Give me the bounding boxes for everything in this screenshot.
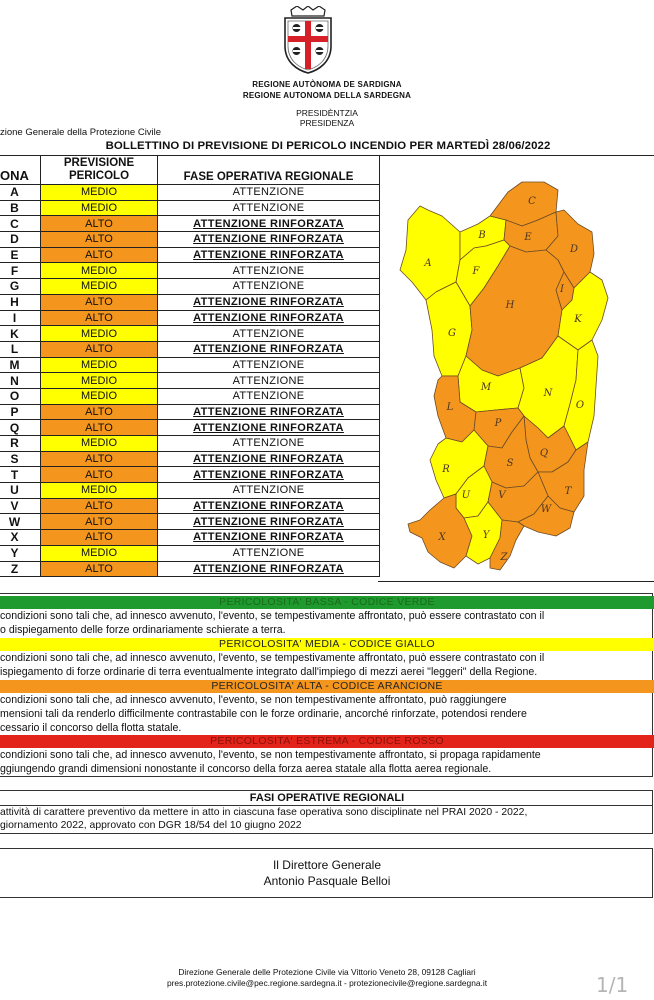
table-row	[0, 341, 380, 357]
table-row	[0, 185, 380, 201]
department-name: zione Generale della Protezione Civile	[0, 127, 162, 138]
operative-phase-cell: ATTENZIONE RINFORZATA	[158, 310, 380, 326]
table-row	[0, 498, 380, 514]
operative-phase-cell: ATTENZIONE	[158, 200, 380, 216]
operative-phase-cell: ATTENZIONE	[158, 545, 380, 561]
zone-cell: P	[0, 404, 41, 420]
danger-level-cell: ALTO	[41, 498, 158, 514]
map-label-Y: Y	[482, 530, 490, 541]
region-name-sardinian: REGIONE AUTÒNOMA DE SARDIGNA	[252, 80, 402, 89]
operative-phase-cell: ATTENZIONE	[158, 388, 380, 404]
danger-level-cell: ALTO	[41, 561, 158, 577]
table-row	[0, 420, 380, 436]
operative-phase-cell: ATTENZIONE	[158, 436, 380, 452]
table-row	[0, 279, 380, 295]
operative-phase-cell: ATTENZIONE RINFORZATA	[158, 232, 380, 248]
zone-cell: M	[0, 357, 41, 373]
table-row	[0, 530, 380, 546]
table-row	[0, 263, 380, 279]
zone-cell: L	[0, 341, 41, 357]
region-name-italian: REGIONE AUTONOMA DELLA SARDEGNA	[242, 91, 412, 100]
map-label-N: N	[543, 388, 553, 399]
map-label-D: D	[569, 244, 579, 255]
table-row	[0, 232, 380, 248]
office-name-sardinian: PRESIDÈNTZIA	[296, 108, 358, 118]
danger-level-cell: MEDIO	[41, 388, 158, 404]
zone-cell: S	[0, 451, 41, 467]
legend-green-line-1: condizioni sono tali che, ad innesco avvenuto, l'evento, se tempestivamente affrontato, può essere contrastato con il	[0, 610, 545, 622]
map-label-E: E	[524, 232, 532, 243]
zone-cell: T	[0, 467, 41, 483]
table-header-row	[0, 156, 380, 185]
operative-phase-cell: ATTENZIONE RINFORZATA	[158, 294, 380, 310]
operative-phase-cell: ATTENZIONE RINFORZATA	[158, 216, 380, 232]
operative-phase-cell: ATTENZIONE	[158, 326, 380, 342]
map-label-Z: Z	[500, 552, 508, 563]
map-label-I: I	[560, 284, 564, 295]
legend-yellow-bar: PERICOLOSITA' MEDIA - CODICE GIALLO	[0, 638, 654, 651]
zone-cell: O	[0, 388, 41, 404]
zone-cell: Z	[0, 561, 41, 577]
legend-red-text	[0, 748, 650, 776]
legend-red-line-2: ggiungendo grandi dimensioni nonostante il concorso della forza aerea statale alla flotta aerea regionale.	[0, 763, 492, 775]
danger-level-cell: MEDIO	[41, 373, 158, 389]
operative-phase-cell: ATTENZIONE RINFORZATA	[158, 341, 380, 357]
danger-level-cell: MEDIO	[41, 200, 158, 216]
table-row	[0, 451, 380, 467]
danger-level-cell: ALTO	[41, 404, 158, 420]
danger-level-cell: ALTO	[41, 232, 158, 248]
bulletin-title: BOLLETTINO DI PREVISIONE DI PERICOLO INCENDIO PER MARTEDÌ 28/06/2022	[105, 140, 551, 152]
footer-address: Direzione Generale delle Protezione Civile via Vittorio Veneto 28, 09128 Cagliari	[178, 967, 476, 977]
operative-phases-title: FASI OPERATIVE REGIONALI	[249, 792, 405, 804]
zone-cell: V	[0, 498, 41, 514]
danger-level-cell: MEDIO	[41, 545, 158, 561]
zone-cell: W	[0, 514, 41, 530]
table-row	[0, 467, 380, 483]
danger-level-cell: MEDIO	[41, 357, 158, 373]
danger-level-cell: ALTO	[41, 310, 158, 326]
operative-phase-cell: ATTENZIONE RINFORZATA	[158, 404, 380, 420]
sardinia-coat-of-arms	[277, 6, 339, 74]
map-label-A: A	[424, 258, 432, 269]
map-label-R: R	[442, 464, 450, 475]
operative-phase-cell: ATTENZIONE RINFORZATA	[158, 451, 380, 467]
table-row	[0, 216, 380, 232]
operative-phase-cell: ATTENZIONE RINFORZATA	[158, 247, 380, 263]
zone-cell: H	[0, 294, 41, 310]
map-label-B: B	[478, 230, 486, 241]
zone-cell: Q	[0, 420, 41, 436]
map-label-S: S	[506, 458, 514, 469]
table-row	[0, 514, 380, 530]
legend-green-bar: PERICOLOSITA' BASSA - CODICE VERDE	[0, 596, 654, 609]
sardinia-zone-map	[398, 180, 616, 582]
map-label-G: G	[448, 328, 456, 339]
legend-orange-bar: PERICOLOSITA' ALTA - CODICE ARANCIONE	[0, 680, 654, 693]
table-row	[0, 294, 380, 310]
legend-yellow-text	[0, 651, 650, 679]
zone-cell: Y	[0, 545, 41, 561]
danger-level-cell: ALTO	[41, 530, 158, 546]
table-row	[0, 357, 380, 373]
phase-column-label: FASE OPERATIVA REGIONALE	[183, 171, 354, 183]
legend-orange-line-3: cessario il concorso della flotta statale.	[0, 722, 182, 734]
danger-level-cell: ALTO	[41, 216, 158, 232]
operative-phase-cell: ATTENZIONE RINFORZATA	[158, 561, 380, 577]
map-label-P: P	[494, 418, 502, 429]
legend-red-line-1: condizioni sono tali che, ad innesco avvenuto, l'evento, se non tempestivamente affrontato, si propaga rapidamente	[0, 749, 541, 761]
operative-phase-cell: ATTENZIONE RINFORZATA	[158, 530, 380, 546]
legend-yellow-line-2: ispiegamento di forze ordinarie di terra eventualmente integrato dall'impiego di mezzi aerei "leggeri" della Regione.	[0, 666, 538, 678]
map-label-M: M	[480, 382, 492, 393]
danger-level-cell: MEDIO	[41, 263, 158, 279]
operative-phase-cell: ATTENZIONE	[158, 373, 380, 389]
signature-box	[0, 848, 653, 898]
danger-level-cell: ALTO	[41, 420, 158, 436]
office-name-italian: PRESIDENZA	[299, 118, 355, 128]
zone-cell: B	[0, 200, 41, 216]
table-row	[0, 561, 380, 577]
map-label-K: K	[574, 314, 582, 325]
zone-cell: N	[0, 373, 41, 389]
phase-column-header	[158, 156, 380, 185]
danger-level-cell: MEDIO	[41, 185, 158, 201]
operative-phase-cell: ATTENZIONE RINFORZATA	[158, 514, 380, 530]
legend-yellow-line-1: condizioni sono tali che, ad innesco avvenuto, l'evento, se tempestivamente affrontato, può essere contrastato con il	[0, 652, 545, 664]
table-row	[0, 326, 380, 342]
map-label-F: F	[472, 266, 480, 277]
operative-phase-cell: ATTENZIONE RINFORZATA	[158, 498, 380, 514]
map-label-Q: Q	[539, 448, 549, 459]
table-row	[0, 200, 380, 216]
table-row	[0, 545, 380, 561]
signatory-role: Il Direttore Generale	[272, 858, 382, 872]
operative-phase-cell: ATTENZIONE RINFORZATA	[158, 467, 380, 483]
operative-phases-divider	[0, 805, 652, 806]
map-label-L: L	[446, 402, 454, 413]
table-row	[0, 404, 380, 420]
table-row	[0, 388, 380, 404]
zone-cell: D	[0, 232, 41, 248]
table-row	[0, 483, 380, 499]
map-label-T: T	[564, 486, 572, 497]
legend-red-bar: PERICOLOSITA' ESTREMA - CODICE ROSSO	[0, 735, 654, 748]
map-label-C: C	[528, 196, 536, 207]
danger-level-cell: MEDIO	[41, 483, 158, 499]
operative-phase-cell: ATTENZIONE	[158, 279, 380, 295]
zone-forecast-table	[0, 155, 380, 577]
danger-level-cell: MEDIO	[41, 326, 158, 342]
zone-cell: G	[0, 279, 41, 295]
zone-cell: A	[0, 185, 41, 201]
table-row	[0, 436, 380, 452]
zone-column-label: ONA	[0, 168, 29, 183]
danger-level-cell: ALTO	[41, 514, 158, 530]
map-label-X: X	[438, 532, 446, 543]
operative-phase-cell: ATTENZIONE	[158, 483, 380, 499]
table-row	[0, 247, 380, 263]
forecast-column-label-1: PREVISIONE	[63, 157, 135, 169]
operative-phase-cell: ATTENZIONE	[158, 185, 380, 201]
operative-phases-line-1: attività di carattere preventivo da mettere in atto in ciascuna fase operativa sono disciplinate nel PRAI 2020 - 2022,	[0, 807, 528, 818]
zone-cell: R	[0, 436, 41, 452]
danger-level-cell: MEDIO	[41, 279, 158, 295]
map-label-W: W	[540, 504, 552, 515]
table-row	[0, 373, 380, 389]
legend-green-text	[0, 609, 650, 637]
forecast-column-header	[41, 156, 158, 185]
page-indicator: 1/1	[596, 973, 629, 997]
danger-level-cell: ALTO	[41, 467, 158, 483]
forecast-column-label-2: PERICOLO	[68, 170, 130, 182]
legend-orange-line-1: condizioni sono tali che, ad innesco avvenuto, l'evento, se non tempestivamente affrontato, può raggiungere	[0, 694, 507, 706]
map-label-O: O	[575, 400, 585, 411]
zone-cell: E	[0, 247, 41, 263]
danger-level-cell: MEDIO	[41, 436, 158, 452]
operative-phase-cell: ATTENZIONE	[158, 263, 380, 279]
zone-cell: C	[0, 216, 41, 232]
signatory-name: Antonio Pasquale Belloi	[263, 874, 391, 888]
table-row	[0, 310, 380, 326]
map-label-U: U	[461, 490, 471, 501]
zone-cell: X	[0, 530, 41, 546]
legend-green-line-2: o dispiegamento delle forze ordinariamente schierate a terra.	[0, 624, 286, 636]
operative-phase-cell: ATTENZIONE RINFORZATA	[158, 420, 380, 436]
footer-emails: pres.protezione.civile@pec.regione.sardegna.it - protezionecivile@regione.sardegna.it	[166, 978, 488, 988]
zone-cell: F	[0, 263, 41, 279]
map-label-V: V	[498, 490, 506, 501]
legend-orange-line-2: mensioni tali da renderlo difficilmente contrastabile con le forze ordinarie, ancorché rinforzate, potendosi rendere	[0, 708, 527, 720]
operative-phase-cell: ATTENZIONE	[158, 357, 380, 373]
danger-level-cell: ALTO	[41, 294, 158, 310]
legend-orange-text	[0, 693, 650, 735]
zone-cell: K	[0, 326, 41, 342]
zone-cell: U	[0, 483, 41, 499]
danger-level-cell: ALTO	[41, 341, 158, 357]
danger-level-cell: ALTO	[41, 247, 158, 263]
operative-phases-line-2: giornamento 2022, approvato con DGR 18/54 del 10 giugno 2022	[0, 820, 302, 831]
danger-level-cell: ALTO	[41, 451, 158, 467]
zone-column-header	[0, 156, 41, 185]
map-label-H: H	[505, 300, 515, 311]
zone-cell: I	[0, 310, 41, 326]
